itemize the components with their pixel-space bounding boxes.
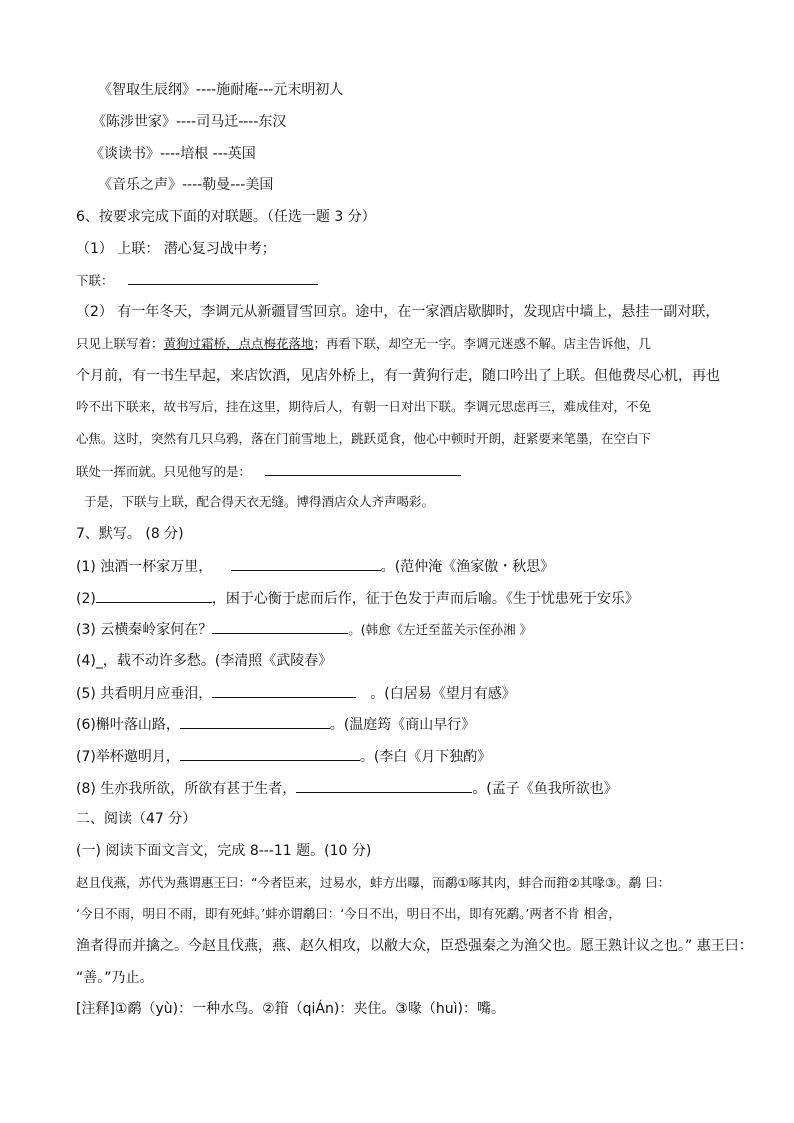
q7-item-2-b: ，困于心衡于虑而后作，征于色发于声而后喻。《生于忧患死于安乐》 bbox=[211, 591, 639, 607]
work-line-4: 《音乐之声》----勒曼---美国 bbox=[98, 177, 274, 193]
q7-blank-6[interactable] bbox=[180, 714, 330, 729]
q7-item-5 bbox=[76, 683, 516, 704]
passage-line-4: “善。”乃止。 bbox=[76, 970, 154, 986]
q6-part1-upper: （1） 上联： 潜心复习战中考； bbox=[76, 241, 276, 257]
q6-part2-line6-text: 联处一挥而就。只见他写的是： bbox=[76, 464, 252, 479]
q7-item-8-b: 。(孟子《鱼我所欲也》 bbox=[472, 781, 618, 797]
q7-blank-7[interactable] bbox=[180, 746, 360, 761]
q7-item-6-a: (6)槲叶落山路， bbox=[76, 717, 180, 733]
q7-item-5-b: 。(白居易《望月有感》 bbox=[370, 686, 516, 702]
q6-part2-line3: 个月前，有一书生早起，来店饮酒，见店外桥上，有一黄狗行走，随口吟出了上联。但他费尽心机，再也 bbox=[76, 368, 720, 384]
q6-part2-line1: （2） 有一年冬天，李调元从新疆冒雪回京。途中，在一家酒店歇脚时，发现店中墙上，悬挂一副对联， bbox=[76, 304, 720, 320]
q7-item-6-b: 。(温庭筠《商山早行》 bbox=[329, 717, 476, 733]
q6-couplet-blank[interactable] bbox=[265, 461, 461, 476]
q7-item-4 bbox=[76, 651, 332, 671]
q7-item-1 bbox=[76, 556, 554, 577]
passage-line-3: 渔者得而并擒之。今赵且伐燕，燕、赵久相攻，以敝大众，臣恐强秦之为渔父也。愿王熟计议之也。” 惠王曰： bbox=[76, 938, 753, 954]
q7-title: 7、默写。 (8 分) bbox=[76, 526, 184, 542]
q7-item-2 bbox=[76, 588, 639, 609]
q6-part2-line2-a: 只见上联写着： bbox=[76, 336, 164, 351]
work-line-3: 《谈读书》----培根 ---英国 bbox=[90, 146, 256, 162]
q7-blank-1[interactable] bbox=[231, 556, 381, 571]
q7-blank-5[interactable] bbox=[212, 683, 356, 698]
annotation-note: [注释]①鹬（yù)：一种水鸟。②箝（qiÁn)：夹住。③喙（huì)：嘴。 bbox=[76, 1001, 505, 1017]
q7-item-7-b: 。(李白《月下独酌》 bbox=[359, 749, 492, 765]
q7-item-7 bbox=[76, 746, 491, 767]
q6-part2-line2-b: ；再看下联，却空无一字。李调元迷惑不解。店主告诉他，几 bbox=[313, 336, 652, 351]
q6-part2-line7: 于是，下联与上联，配合得天衣无缝。博得酒店众人齐声喝彩。 bbox=[84, 494, 435, 509]
q7-item-1-b: 。(范仲淹《渔家傲・秋思》 bbox=[380, 559, 555, 575]
q6-lower-label: 下联： bbox=[76, 273, 114, 288]
q7-item-3-a: (3) 云横秦岭家何在？ bbox=[76, 622, 213, 638]
q7-item-6 bbox=[76, 714, 475, 735]
q7-blank-2[interactable] bbox=[96, 588, 212, 603]
q7-item-3-b: 。(韩愈《左迁至蓝关示侄孙湘 》 bbox=[348, 622, 533, 637]
reading-subtitle: (一) 阅读下面文言文，完成 8---11 题。(10 分) bbox=[76, 843, 372, 859]
reading-title: 二、阅读（47 分） bbox=[76, 811, 197, 827]
work-line-2: 《陈涉世家》----司马迁----东汉 bbox=[92, 114, 287, 130]
q6-part2-line6 bbox=[76, 461, 461, 482]
q6-part2-line4: 吟不出下联来，故书写后，挂在这里，期待后人，有朝一日对出下联。李调元思虑再三，难成佳对，不免 bbox=[76, 399, 652, 414]
q7-blank-3[interactable] bbox=[212, 619, 348, 634]
q6-lower-blank[interactable] bbox=[128, 270, 318, 285]
q7-item-4-a: (4)_，载不动许多愁。(李清照《武陵春》 bbox=[76, 653, 333, 669]
work-line-1: 《智取生辰纲》----施耐庵---元末明初人 bbox=[98, 82, 344, 98]
q7-item-1-a: (1) 浊酒一杯家万里， bbox=[76, 559, 213, 575]
passage-line-2: ‘今日不雨，明日不雨，即有死蚌。’蚌亦谓鹬曰：‘今日不出，明日不出，即有死鹬。’两者不肯 相舍， bbox=[76, 906, 621, 921]
q6-title: 6、按要求完成下面的对联题。（任选一题 3 分） bbox=[76, 209, 376, 225]
q6-part1-lower bbox=[76, 270, 318, 291]
passage-line-1: 赵且伐燕，苏代为燕谓惠王曰：“今者臣来，过易水，蚌方出曝，而鹬①啄其肉，蚌合而箝②其喙③。鹬 曰： bbox=[76, 875, 671, 890]
q7-item-8 bbox=[76, 778, 618, 799]
couplet-upper: 黄狗过霜桥，点点梅花落地 bbox=[163, 336, 314, 351]
q7-item-2-a: (2) bbox=[76, 591, 96, 607]
q6-part2-line5: 心焦。这时，突然有几只乌鸦，落在门前雪地上，跳跃觅食，他心中顿时开朗，赶紧要来笔墨，在空白下 bbox=[76, 431, 652, 446]
q7-item-7-a: (7)举杯邀明月， bbox=[76, 749, 180, 765]
q6-part2-line2 bbox=[76, 334, 651, 354]
q7-item-5-a: (5) 共看明月应垂泪， bbox=[76, 686, 213, 702]
q7-item-3 bbox=[76, 619, 532, 640]
q7-blank-8[interactable] bbox=[296, 778, 472, 793]
q7-item-8-a: (8) 生亦我所欲，所欲有甚于生者， bbox=[76, 781, 297, 797]
